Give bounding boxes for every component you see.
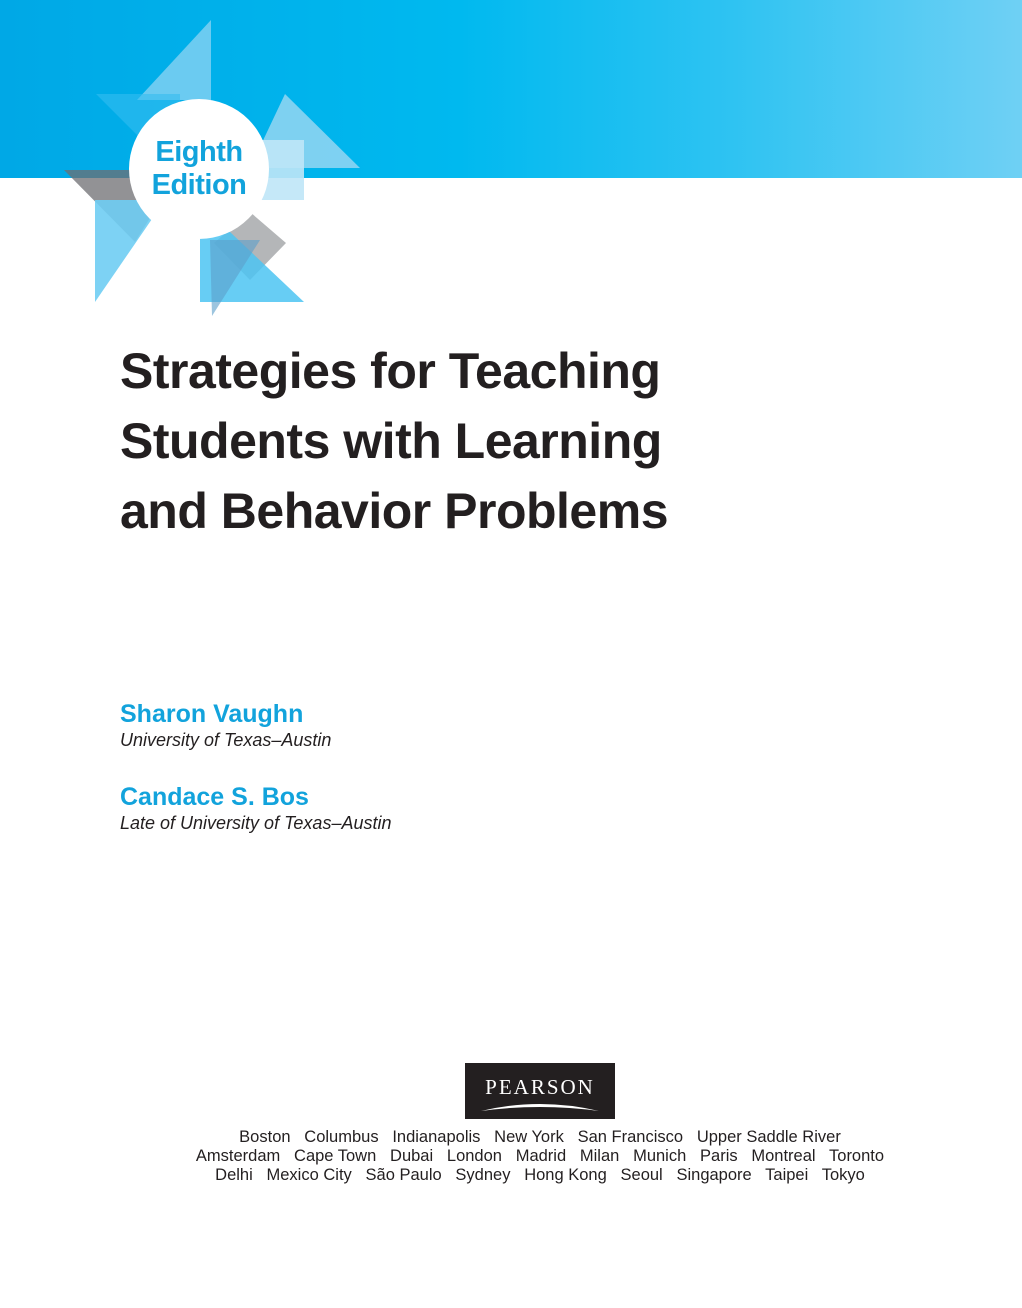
- book-title-line-1: Strategies for Teaching: [120, 343, 661, 399]
- cities-line-2: Amsterdam Cape Town Dubai London Madrid Milan Munich Paris Montreal Toronto: [195, 1147, 885, 1165]
- publisher-logo-text: PEARSON: [485, 1075, 595, 1099]
- author-affiliation: Late of University of Texas–Austin: [120, 813, 392, 833]
- book-title: [120, 336, 820, 546]
- author-block: [120, 782, 391, 834]
- cities-line-3: Delhi Mexico City São Paulo Sydney Hong Kong Seoul Singapore Taipei Tokyo: [215, 1166, 865, 1184]
- pearson-swoosh-icon: [479, 1101, 601, 1113]
- edition-line-2: Edition: [151, 169, 247, 201]
- book-title-line-3: and Behavior Problems: [120, 483, 668, 539]
- publisher-cities: [130, 1128, 950, 1185]
- author-affiliation: University of Texas–Austin: [120, 730, 332, 750]
- author-name: Candace S. Bos: [120, 783, 309, 811]
- book-title-line-2: Students with Learning: [120, 413, 662, 469]
- cities-line-1: Boston Columbus Indianapolis New York San Francisco Upper Saddle River: [239, 1128, 841, 1146]
- emblem-blade-top: [137, 20, 211, 100]
- edition-line-1: Eighth: [155, 136, 243, 168]
- author-block: [120, 699, 331, 751]
- edition-badge: [129, 99, 269, 239]
- publisher-logo: [465, 1063, 615, 1119]
- author-name: Sharon Vaughn: [120, 700, 304, 728]
